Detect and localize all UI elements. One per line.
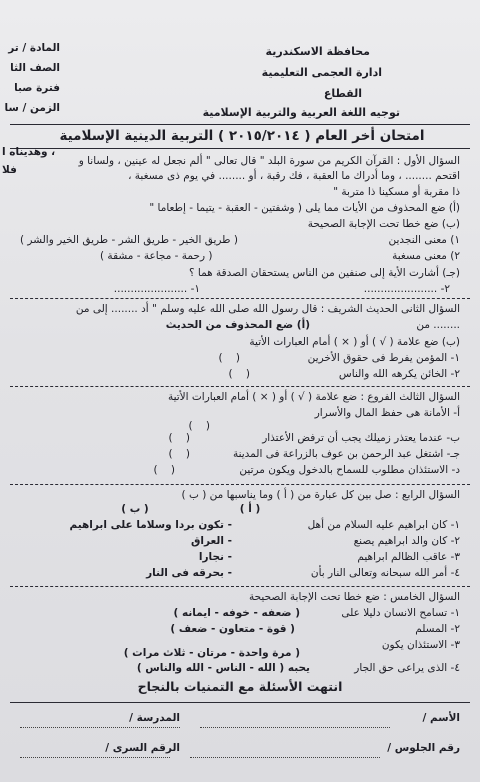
q1-side-2: فلا [2,164,17,176]
q2-line-1: السؤال الثانى الحديث الشريف : قال رسول الله صلى الله عليه وسلم " أد ........ إلى من [75,303,460,315]
q3-item-d: د- الاستئذان مطلوب للسماح بالدخول ويكون مرتين [239,464,460,476]
header-sector: القطاع [323,87,362,100]
q1-blank-2: ٢- ...................... [363,283,450,295]
q3-item-a-paren: ( ) [188,420,210,432]
q1-blank-1: ١- ...................... [113,283,200,295]
title-divider [10,148,470,149]
q2-item-1: ١- المؤمن يفرط فى حقوق الأخرين [307,352,460,364]
q4-head: السؤال الرابع : صل بين كل عبارة من ( أ ) وما يناسبها من ( ب ) [181,489,460,501]
q1-mcq-1-options: ( طريق الخير - طريق الشر - طريق الخير والشر ) [20,234,238,246]
q2-item-1-paren: ( ) [218,352,240,364]
q5-item-3-options: ( مرة واحدة - مرتان - ثلاث مرات ) [123,647,300,659]
header-administration: ادارة العجمى التعليمية [261,66,382,79]
q3-divider [10,484,470,485]
q3-item-d-paren: ( ) [153,464,175,476]
header-subject: المادة / تر [8,42,60,54]
q5-item-4-question: ٤- الذى يراعى حق الجار [354,662,460,674]
q4-a-3: ٣- عاقب الظالم ابراهيم [357,551,460,563]
q1-side-1: ، وهديناه ا [2,146,56,158]
q5-item-2-options: ( قوة - متعاون - ضعف ) [170,623,295,635]
header-governorate: محافظة الاسكندرية [265,45,370,58]
q1-mcq-2-question: ٢) معنى مسغبة [392,250,460,262]
q5-item-4-options: يحبه ( الله - الناس - الله والناس ) [136,662,310,674]
footer-seat-label: رقم الجلوس / [387,742,460,754]
footer-secret-label: الرقم السرى / [105,742,180,754]
q4-divider [10,586,470,587]
header-supervision: توجيه اللغة العربية والتربية الإسلامية [202,106,400,119]
q3-item-a: أ- الأمانة هى حفظ المال والأسرار [314,407,460,419]
q4-b-1: - تكون بردا وسلاما على ابراهيم [69,519,232,531]
q5-item-1-question: ١- تسامح الانسان دليلا على [341,607,460,619]
q3-head: السؤال الثالث الفروع : ضع علامة ( √ ) أو ( × ) أمام العبارات الأتية [167,391,460,403]
q1-line-3: ذا مقربة أو مسكينا ذا متربة " [333,186,460,198]
q2-part-b: (ب) ضع علامة ( √ ) أو ( × ) أمام العبارات الأتية [249,336,460,348]
q4-a-4: ٤- أمر الله سبحانه وتعالى النار بأن [310,567,460,579]
q3-item-b-paren: ( ) [168,432,190,444]
exam-title: امتحان أخر العام ( ٢٠١٥/٢٠١٤ ) التربية الدينية الإسلامية [59,128,425,144]
footer-secret-field[interactable] [20,757,170,758]
q4-b-2: - العراق [190,535,232,547]
q1-part-c: (جـ) أشارت الأية إلى صنفين من الناس يستحقان الصدقة هما ؟ [188,267,460,279]
footer-school-field[interactable] [20,727,180,728]
q1-line-1: السؤال الأول : القرآن الكريم من سورة البلد " قال تعالى " ألم نجعل له عينين ، ولسانا و [78,155,460,167]
q4-b-4: - بحرقه فى النار [146,567,232,579]
q4-b-3: - نجارا [198,551,232,563]
q3-item-c-paren: ( ) [168,448,190,460]
footer-school-label: المدرسة / [129,712,180,724]
q2-item-2-paren: ( ) [228,368,250,380]
q1-part-a: (أ) ضع المحذوف من الأيات مما يلى ( وشفتين - العقبة - يتيما - إطعاما " [149,202,460,214]
header-grade: الصف الثا [10,62,60,74]
q3-item-c: جـ- اشتغل عبد الرحمن بن عوف بالزراعة فى المدينة [232,448,460,460]
q4-col-a: ( أ ) [239,503,261,515]
footer-name-label: الأسم / [422,712,460,724]
q1-part-b: (ب) ضع خطا تحت الإجابة الصحيحة [307,218,460,230]
header-divider [10,124,470,125]
header-session: فترة صبا [14,82,60,94]
closing-message: انتهت الأسئلة مع التمنيات بالنجاح [137,679,343,694]
q1-mcq-1-question: ١) معنى النجدين [388,234,460,246]
q1-line-2: اقتحم ........ ، وما أدراك ما العقبة ، فك رقبة ، أو ........ في يوم ذى مسغبة ، [128,170,460,182]
header-time: الزمن / سا [4,102,60,114]
q2-line-2: ........ من [416,319,460,331]
q5-item-2-question: ٢- المسلم [415,623,460,635]
q5-item-3-question: ٣- الاستئذان يكون [381,639,460,651]
q2-divider [10,386,470,387]
footer-seat-field[interactable] [190,757,380,758]
q2-part-a: (أ) ضع المحذوف من الحديث [165,319,310,331]
q5-item-1-options: ( ضعفه - خوفه - ايمانه ) [173,607,300,619]
q2-item-2: ٢- الخائن يكرهه الله والناس [338,368,460,380]
q1-mcq-2-options: ( رحمة - مجاعة - مشقة ) [100,250,213,262]
footer-name-field[interactable] [200,727,390,728]
q4-a-2: ٢- كان والد ابراهيم يصنع [353,535,460,547]
q3-item-b: ب- عندما يعتذر زميلك يجب أن ترفض الأعتذار [262,432,460,444]
q4-col-b: ( ب ) [121,503,149,515]
q4-a-1: ١- كان ابراهيم عليه السلام من أهل [307,519,460,531]
footer-divider [10,702,470,703]
q1-divider [10,298,470,299]
q5-head: السؤال الخامس : ضع خطا تحت الإجابة الصحيحة [249,591,460,603]
